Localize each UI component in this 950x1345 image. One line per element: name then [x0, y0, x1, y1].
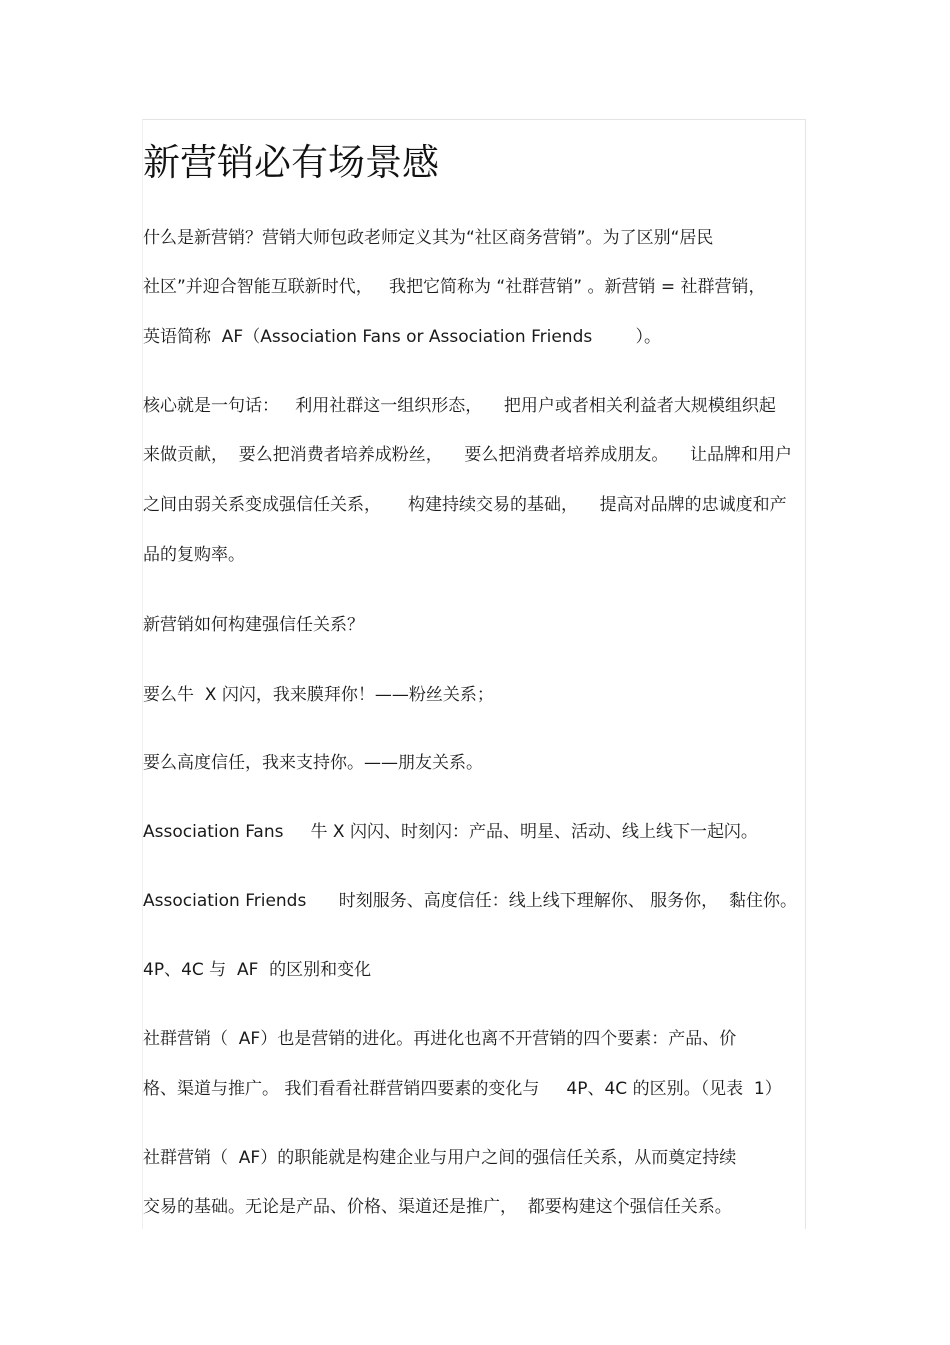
paragraph-2-line-3: 之间由弱关系变成强信任关系， 构建持续交易的基础， 提高对品牌的忠诚度和产 — [143, 495, 787, 515]
paragraph-9-line-1: 社群营销（ AF）也是营销的进化。再进化也离不开营销的四个要素：产品、价 — [143, 1029, 737, 1049]
paragraph-8-line-1: 4P、4C 与 AF 的区别和变化 — [143, 960, 372, 980]
paragraph-3-line-1: 新营销如何构建强信任关系？ — [143, 615, 364, 635]
paragraph-1-line-2: 社区”并迎合智能互联新时代， 我把它简称为 “社群营销” 。新营销 = 社群营销， — [143, 277, 766, 297]
paragraph-2-line-1: 核心就是一句话： 利用社群这一组织形态， 把用户或者相关利益者大规模组织起 — [143, 396, 776, 416]
page-title: 新营销必有场景感 — [143, 141, 439, 184]
paragraph-6-line-1: Association Fans 牛 X 闪闪、时刻闪：产品、明星、活动、线上线下一起闪。 — [143, 822, 758, 842]
paragraph-1-line-3: 英语简称 AF（Association Fans or Association Friends ）。 — [143, 327, 661, 347]
paragraph-5-line-1: 要么高度信任，我来支持你。——朋友关系。 — [143, 753, 483, 773]
paragraph-10-line-1: 社群营销（ AF）的职能就是构建企业与用户之间的强信任关系，从而奠定持续 — [143, 1148, 737, 1168]
paragraph-9-line-2: 格、渠道与推广。 我们看看社群营销四要素的变化与 4P、4C 的区别。（见表 1） — [143, 1079, 782, 1099]
paragraph-10-line-2: 交易的基础。无论是产品、价格、渠道还是推广， 都要构建这个强信任关系。 — [143, 1197, 732, 1217]
paragraph-4-line-1: 要么牛 X 闪闪，我来膜拜你！——粉丝关系； — [143, 685, 494, 705]
paragraph-2-line-2: 来做贡献， 要么把消费者培养成粉丝， 要么把消费者培养成朋友。 让品牌和用户 — [143, 445, 793, 465]
paragraph-7-line-1: Association Friends 时刻服务、高度信任：线上线下理解你、 服务你， 黏住你。 — [143, 891, 797, 911]
paragraph-2-line-4: 品的复购率。 — [143, 545, 245, 565]
paragraph-1-line-1: 什么是新营销？营销大师包政老师定义其为“社区商务营销”。为了区别“居民 — [143, 228, 714, 248]
